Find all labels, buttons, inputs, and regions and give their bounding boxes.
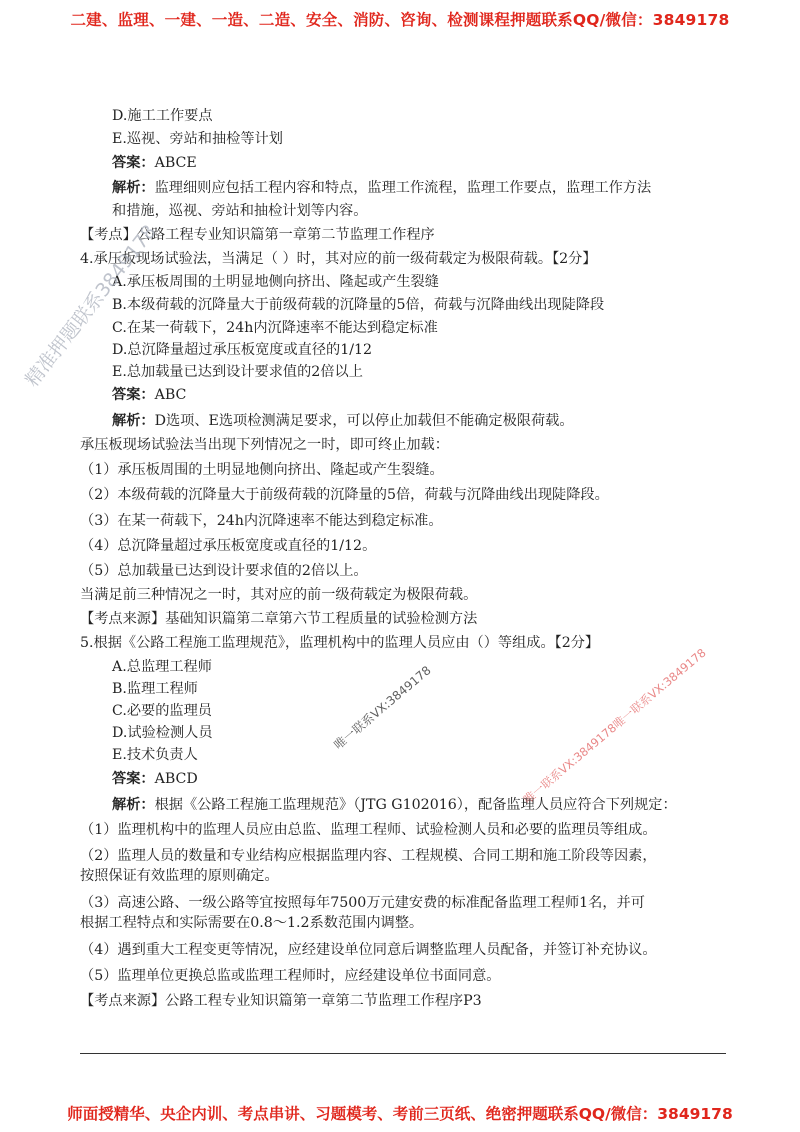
q5-item-1: （1）监理机构中的监理人员应由总监、监理工程师、试验检测人员和必要的监理员等组成。 xyxy=(80,822,657,838)
q5-item-2-cont: 按照保证有效监理的原则确定。 xyxy=(80,868,279,884)
q5-item-4: （4）遇到重大工程变更等情况，应经建设单位同意后调整监理人员配备，并签订补充协议。 xyxy=(80,942,657,958)
answer-label: 答案： xyxy=(112,771,155,787)
q5-item-5: （5）监理单位更换总监或监理工程师时，应经建设单位书面同意。 xyxy=(80,968,501,984)
q4-item-5: （5）总加载量已达到设计要求值的2倍以上。 xyxy=(80,563,368,579)
q5-option-c: C.必要的监理员 xyxy=(112,703,212,719)
answer-value: ABCE xyxy=(154,155,197,171)
watermark-left-diagonal: 精准押题联系3849178 xyxy=(21,220,161,392)
q4-option-b: B.本级荷载的沉降量大于前级荷载的沉降量的5倍，荷载与沉降曲线出现陡降段 xyxy=(112,297,605,313)
watermark-right: 唯一联系VX:3849178唯一联系VX:3849178 xyxy=(520,645,709,807)
analysis-text: 监理细则应包括工程内容和特点，监理工作流程，监理工作要点，监理工作方法 xyxy=(154,180,652,196)
analysis-text: D选项、E选项检测满足要求，可以停止加载但不能确定极限荷载。 xyxy=(154,413,574,429)
analysis-label: 解析： xyxy=(112,797,155,813)
watermark-center: 唯一联系VX:3849178 xyxy=(331,663,434,753)
q4-item-1: （1）承压板周围的土明显地侧向挤出、隆起或产生裂缝。 xyxy=(80,462,444,478)
analysis-label: 解析： xyxy=(112,180,155,196)
q5-answer xyxy=(112,769,198,789)
q3-option-d: D.施工工作要点 xyxy=(112,108,213,124)
q4-option-d: D.总沉降量超过承压板宽度或直径的1/12 xyxy=(112,342,373,358)
q5-item-3: （3）高速公路、一级公路等宜按照每年7500万元建安费的标准配备监理工程师1名，并可 xyxy=(80,895,645,911)
answer-label: 答案： xyxy=(112,155,155,171)
analysis-label: 解析： xyxy=(112,413,155,429)
q4-source: 【考点来源】基础知识篇第二章第六节工程质量的试验检测方法 xyxy=(80,611,478,627)
q5-analysis xyxy=(112,795,677,815)
q5-option-a: A.总监理工程师 xyxy=(112,659,212,675)
q5-source: 【考点来源】公路工程专业知识篇第一章第二节监理工作程序P3 xyxy=(80,993,482,1009)
footer-divider xyxy=(80,1053,726,1054)
q5-stem: 5.根据《公路工程施工监理规范》，监理机构中的监理人员应由（）等组成。【2分】 xyxy=(80,635,600,651)
q5-option-e: E.技术负责人 xyxy=(112,747,198,763)
q5-item-2: （2）监理人员的数量和专业结构应根据监理内容、工程规模、合同工期和施工阶段等因素， xyxy=(80,848,657,864)
q4-answer xyxy=(112,385,186,405)
q5-item-3-cont: 根据工程特点和实际需要在0.8～1.2系数范围内调整。 xyxy=(80,915,424,931)
analysis-text: 根据《公路工程施工监理规范》（JTG G102016），配备监理人员应符合下列规定： xyxy=(154,797,677,813)
answer-label: 答案： xyxy=(112,387,155,403)
q3-analysis-cont: 和措施，巡视、旁站和抽检计划等内容。 xyxy=(112,203,368,219)
q4-item-4: （4）总沉降量超过承压板宽度或直径的1/12。 xyxy=(80,538,377,554)
header-banner: 二建、监理、一建、一造、二造、安全、消防、咨询、检测课程押题联系QQ/微信：3849178 xyxy=(70,11,730,29)
answer-value: ABCD xyxy=(154,771,198,787)
q4-analysis xyxy=(112,411,574,431)
q4-option-e: E.总加载量已达到设计要求值的2倍以上 xyxy=(112,364,363,380)
footer-banner: 师面授精华、央企内训、考点串讲、习题模考、考前三页纸、绝密押题联系QQ/微信：3849178 xyxy=(67,1105,733,1123)
q3-option-e: E.巡视、旁站和抽检等计划 xyxy=(112,131,283,147)
q5-option-b: B.监理工程师 xyxy=(112,681,198,697)
q3-source: 【考点】公路工程专业知识篇第一章第二节监理工作程序 xyxy=(80,227,435,243)
q3-answer xyxy=(112,153,197,173)
q4-conclusion: 当满足前三种情况之一时，其对应的前一级荷载定为极限荷载。 xyxy=(80,587,478,603)
q5-option-d: D.试验检测人员 xyxy=(112,725,213,741)
q4-stem: 4.承压板现场试验法，当满足（ ）时，其对应的前一级荷载定为极限荷载。【2分】 xyxy=(80,251,597,267)
q4-option-c: C.在某一荷载下，24h内沉降速率不能达到稳定标准 xyxy=(112,320,438,336)
q4-body-intro: 承压板现场试验法当出现下列情况之一时，即可终止加载： xyxy=(80,437,449,453)
q3-analysis xyxy=(112,178,651,198)
q4-item-2: （2）本级荷载的沉降量大于前级荷载的沉降量的5倍，荷载与沉降曲线出现陡降段。 xyxy=(80,487,609,503)
answer-value: ABC xyxy=(154,387,187,403)
q4-item-3: （3）在某一荷载下，24h内沉降速率不能达到稳定标准。 xyxy=(80,513,443,529)
q4-option-a: A.承压板周围的土明显地侧向挤出、隆起或产生裂缝 xyxy=(112,274,439,290)
